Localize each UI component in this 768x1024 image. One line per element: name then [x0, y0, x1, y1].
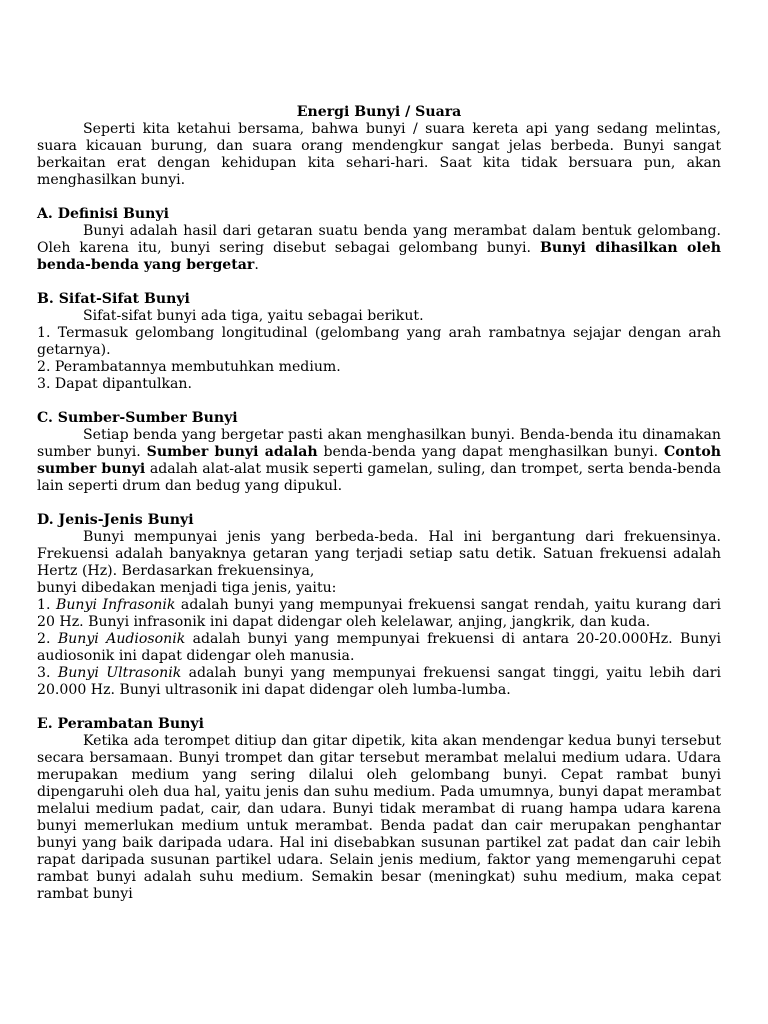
- section-d-item-2-num: 2.: [37, 631, 58, 647]
- section-a-text-2: .: [254, 257, 259, 273]
- section-c-text-1: Setiap benda yang bergetar pasti akan menghasilkan bunyi. Benda-benda itu dinamakan sumber bunyi.: [37, 427, 721, 460]
- section-c-bold-2: Contoh sumber bunyi: [37, 444, 722, 477]
- section-d-paragraph: Bunyi mempunyai jenis yang berbeda-beda. Hal ini bergantung dari frekuensinya. Frekuensi adalah banyaknya getaran yang terjadi setiap satu detik. Satuan frekuensi adalah Hertz (Hz). Berdasarkan frekuensinya,: [37, 529, 721, 579]
- section-d-paragraph-cont: bunyi dibedakan menjadi tiga jenis, yaitu:: [37, 580, 337, 596]
- section-b-item-3: 3. Dapat dipantulkan.: [37, 376, 192, 392]
- section-c-text-3: adalah alat-alat musik seperti gamelan, suling, dan trompet, serta benda-benda lain seperti drum dan bedug yang dipukul.: [37, 461, 721, 494]
- section-a-bold-1: Bunyi dihasilkan oleh benda-benda yang bergetar: [37, 240, 721, 273]
- section-d-item-3-term: Bunyi Ultrasonik: [57, 665, 182, 681]
- section-c-bold-1: Sumber bunyi adalah: [146, 444, 318, 460]
- section-d-item-2-term: Bunyi Audiosonik: [57, 631, 186, 647]
- section-b-item-2: 2. Perambatannya membutuhkan medium.: [37, 359, 341, 375]
- section-c-heading: C. Sumber-Sumber Bunyi: [37, 410, 238, 426]
- document-page: [37, 104, 721, 903]
- section-e-paragraph: Ketika ada terompet ditiup dan gitar dipetik, kita akan mendengar kedua bunyi tersebut secara bersamaan. Bunyi trompet dan gitar tersebut merambat melalui medium udara. Udara merupakan medium yang sering dilalui oleh gelombang bunyi. Cepat rambat bunyi dipengaruhi oleh dua hal, yaitu jenis dan suhu medium. Pada umumnya, bunyi dapat merambat melalui medium padat, cair, dan udara. Bunyi tidak merambat di ruang hampa udara karena bunyi memerlukan medium untuk merambat. Benda padat dan cair merupakan penghantar bunyi yang baik daripada udara. Hal ini disebabkan susunan partikel zat padat dan cair lebih rapat daripada susunan partikel udara. Selain jenis medium, faktor yang memengaruhi cepat rambat bunyi adalah suhu medium. Semakin besar (meningkat) suhu medium, maka cepat rambat bunyi: [37, 733, 721, 902]
- document-title: Energi Bunyi / Suara: [296, 104, 462, 120]
- intro-paragraph: Seperti kita ketahui bersama, bahwa bunyi / suara kereta api yang sedang melintas, suara kicauan burung, dan suara orang mendengkur sangat jelas berbeda. Bunyi sangat berkaitan erat dengan kehidupan kita sehari-hari. Saat kita tidak bersuara pun, akan menghasilkan bunyi.: [37, 121, 721, 188]
- section-c-text-2: benda-benda yang dapat menghasilkan bunyi.: [317, 444, 664, 460]
- section-b-heading: B. Sifat-Sifat Bunyi: [37, 291, 190, 307]
- section-b-item-1: 1. Termasuk gelombang longitudinal (gelombang yang arah rambatnya sejajar dengan arah getarnya).: [37, 325, 721, 358]
- section-d-item-2-rest: adalah bunyi yang mempunyai frekuensi di antara 20-20.000Hz. Bunyi audiosonik ini dapat didengar oleh manusia.: [37, 631, 721, 664]
- section-d-item-1-term: Bunyi Infrasonik: [56, 597, 176, 613]
- section-d-heading: D. Jenis-Jenis Bunyi: [37, 512, 194, 528]
- section-a-heading: A. Definisi Bunyi: [37, 206, 169, 222]
- section-d-item-1-num: 1.: [37, 597, 56, 613]
- section-e-heading: E. Perambatan Bunyi: [37, 716, 204, 732]
- section-a-text-1: Bunyi adalah hasil dari getaran suatu benda yang merambat dalam bentuk gelombang. Oleh karena itu, bunyi sering disebut sebagai gelombang bunyi.: [37, 223, 721, 256]
- section-d-item-3-num: 3.: [37, 665, 58, 681]
- section-d-item-1-rest: adalah bunyi yang mempunyai frekuensi sangat rendah, yaitu kurang dari 20 Hz. Bunyi infrasonik ini dapat didengar oleh kelelawar, anjing, jangkrik, dan kuda.: [37, 597, 721, 630]
- section-c-paragraph: [37, 427, 721, 495]
- section-d-item-3: [37, 665, 721, 699]
- section-d-item-3-rest: adalah bunyi yang mempunyai frekuensi sangat tinggi, yaitu lebih dari 20.000 Hz. Bunyi ultrasonik ini dapat didengar oleh lumba-lumba.: [37, 665, 721, 698]
- section-d-item-2: [37, 631, 721, 665]
- section-a-paragraph: [37, 223, 721, 274]
- section-d-item-1: [37, 597, 721, 631]
- section-b-intro: Sifat-sifat bunyi ada tiga, yaitu sebagai berikut.: [83, 308, 424, 324]
